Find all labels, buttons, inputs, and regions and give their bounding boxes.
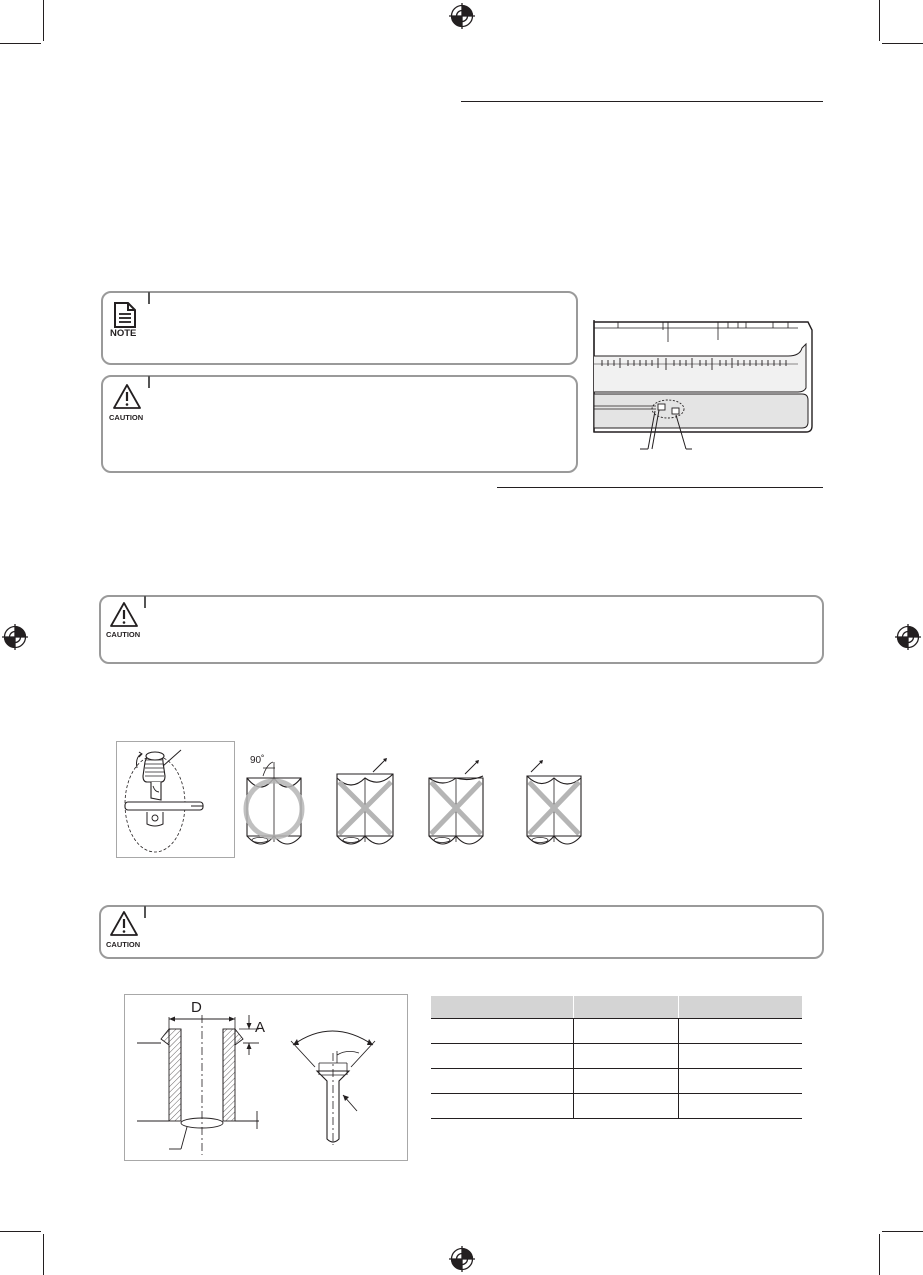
caution-label: CAUTION: [106, 940, 141, 949]
bad-cut-pipe-3: [527, 760, 581, 844]
flare-dimension-drawing: [125, 995, 406, 1159]
bad-cut-pipe-2: [429, 760, 483, 844]
registration-mark-right-icon: [895, 624, 921, 650]
caution-box-2-tick: [144, 596, 146, 608]
flare-figure: [124, 994, 408, 1161]
caution-box-1: [101, 375, 578, 473]
angle-label: 90˚: [250, 755, 265, 766]
pipe-cutter-figure: [116, 741, 235, 858]
note-label: NOTE: [110, 328, 137, 339]
registration-mark-left-icon: [2, 624, 28, 650]
caution-label: CAUTION: [106, 630, 141, 639]
pipe-cut-examples: [243, 752, 588, 852]
warning-triangle-icon: [109, 910, 139, 937]
table-row: [431, 1094, 802, 1119]
note-box-tick: [148, 292, 150, 304]
section-rule-middle: [497, 487, 823, 488]
table-header-row: [431, 996, 802, 1019]
pipe-cutter-icon: [117, 742, 233, 856]
indoor-unit-illustration: [588, 318, 816, 458]
depth-label: A: [255, 1019, 266, 1036]
caution-box-2: [99, 595, 824, 664]
registration-mark-bottom-icon: [449, 1246, 475, 1272]
table-row: [431, 1044, 802, 1069]
caution-box-3-tick: [144, 906, 146, 918]
note-box: [101, 291, 578, 365]
registration-mark-top-icon: [449, 3, 475, 29]
caution-box-1-tick: [148, 376, 150, 388]
flare-dimension-table: [431, 996, 802, 1119]
section-rule-top: [461, 101, 823, 102]
bad-cut-pipe-1: [337, 758, 393, 844]
caution-box-3: [99, 905, 824, 959]
diameter-label: D: [191, 999, 202, 1016]
document-note-icon: [113, 301, 137, 329]
correct-cut-pipe: [246, 762, 302, 844]
warning-triangle-icon: [109, 601, 139, 628]
table-row: [431, 1019, 802, 1044]
caution-label: CAUTION: [109, 413, 144, 422]
warning-triangle-icon: [112, 383, 142, 410]
table-row: [431, 1069, 802, 1094]
